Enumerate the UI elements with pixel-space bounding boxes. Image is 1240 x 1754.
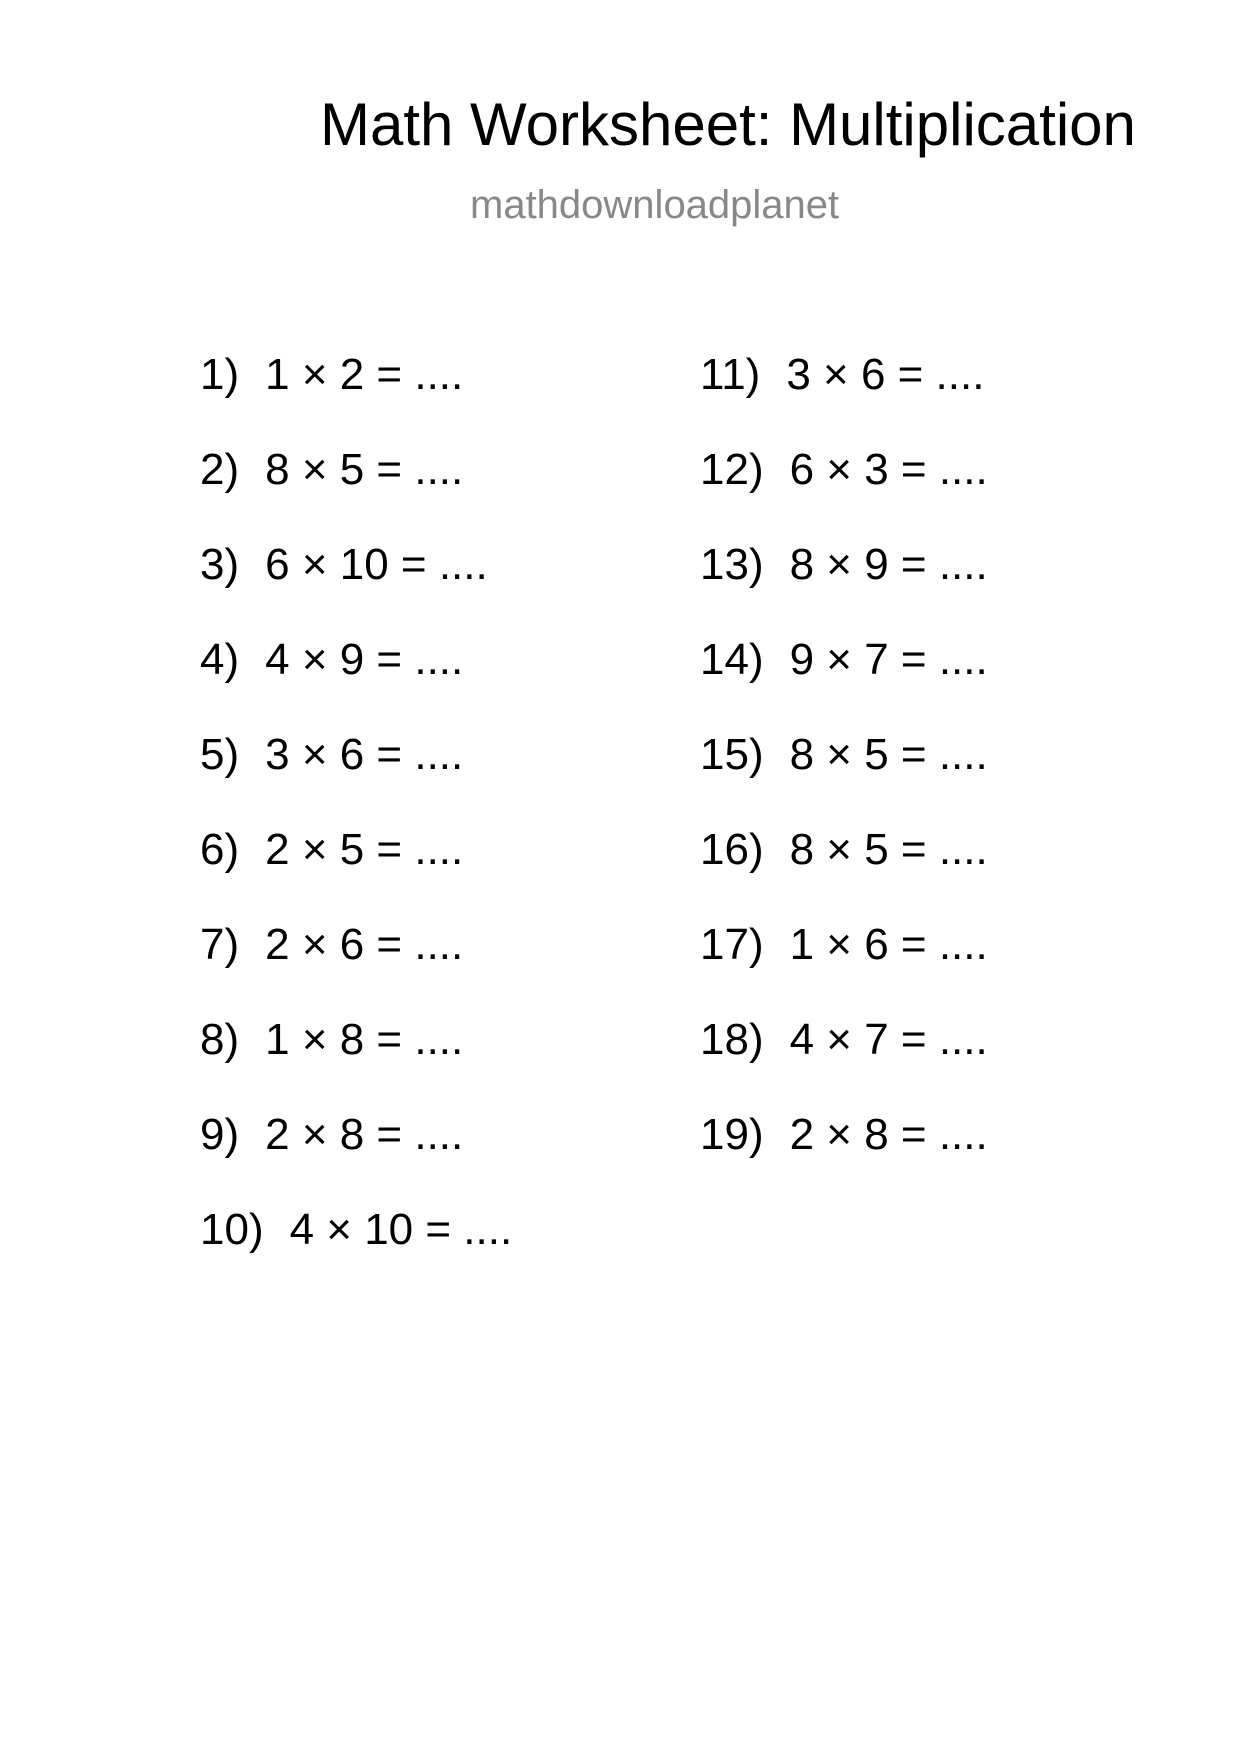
- problem-number: 6): [200, 825, 240, 874]
- problem-item: [700, 445, 1180, 543]
- problem-item: [200, 730, 680, 828]
- problem-item: [700, 920, 1180, 1018]
- problem-expression: 2 × 5 = ....: [265, 825, 464, 874]
- problem-number: 16): [700, 825, 764, 874]
- worksheet-header: [0, 0, 1240, 260]
- problem-item: [700, 540, 1180, 638]
- problem-number: 18): [700, 1015, 764, 1064]
- problem-number: 10): [200, 1205, 264, 1254]
- problem-number: 5): [200, 730, 240, 779]
- problem-expression: 3 × 6 = ....: [265, 730, 464, 779]
- problem-item: [200, 445, 680, 543]
- problem-item: [200, 635, 680, 733]
- problem-expression: 3 × 6 = ....: [786, 350, 985, 399]
- problem-expression: 8 × 5 = ....: [789, 825, 988, 874]
- problem-expression: 1 × 2 = ....: [265, 350, 464, 399]
- problem-number: 7): [200, 920, 240, 969]
- problem-number: 14): [700, 635, 764, 684]
- problem-column-left: [200, 350, 680, 1303]
- problem-item: [200, 1015, 680, 1113]
- problem-number: 9): [200, 1110, 240, 1159]
- problem-number: 4): [200, 635, 240, 684]
- problem-expression: 8 × 9 = ....: [789, 540, 988, 589]
- problem-number: 17): [700, 920, 764, 969]
- problem-item: [700, 635, 1180, 733]
- problem-expression: 4 × 10 = ....: [289, 1205, 513, 1254]
- problem-expression: 9 × 7 = ....: [789, 635, 988, 684]
- problem-expression: 8 × 5 = ....: [265, 445, 464, 494]
- problem-number: 13): [700, 540, 764, 589]
- problem-expression: 6 × 3 = ....: [789, 445, 988, 494]
- problem-item: [200, 1205, 680, 1303]
- problem-item: [700, 1015, 1180, 1113]
- problem-expression: 1 × 6 = ....: [789, 920, 988, 969]
- problem-item: [700, 1110, 1180, 1208]
- problem-item: [200, 825, 680, 923]
- worksheet-title: Math Worksheet: Multiplication: [320, 91, 1136, 158]
- problem-expression: 2 × 6 = ....: [265, 920, 464, 969]
- problem-number: 15): [700, 730, 764, 779]
- problem-column-right: [700, 350, 1180, 1208]
- problem-item: [700, 825, 1180, 923]
- problem-item: [200, 350, 680, 448]
- problem-number: 1): [200, 350, 240, 399]
- problem-number: 19): [700, 1110, 764, 1159]
- worksheet-subtitle: mathdownloadplanet: [470, 183, 840, 227]
- problem-expression: 4 × 7 = ....: [789, 1015, 988, 1064]
- problem-item: [700, 730, 1180, 828]
- problem-expression: 2 × 8 = ....: [265, 1110, 464, 1159]
- problem-number: 12): [700, 445, 764, 494]
- problem-expression: 2 × 8 = ....: [789, 1110, 988, 1159]
- problem-item: [200, 920, 680, 1018]
- problem-item: [700, 350, 1180, 448]
- problem-item: [200, 1110, 680, 1208]
- problem-item: [200, 540, 680, 638]
- problem-expression: 1 × 8 = ....: [265, 1015, 464, 1064]
- problem-number: 8): [200, 1015, 240, 1064]
- problem-number: 2): [200, 445, 240, 494]
- problem-expression: 4 × 9 = ....: [265, 635, 464, 684]
- problem-expression: 6 × 10 = ....: [265, 540, 488, 589]
- problem-number: 3): [200, 540, 240, 589]
- problem-expression: 8 × 5 = ....: [789, 730, 988, 779]
- problem-number: 11): [700, 350, 761, 399]
